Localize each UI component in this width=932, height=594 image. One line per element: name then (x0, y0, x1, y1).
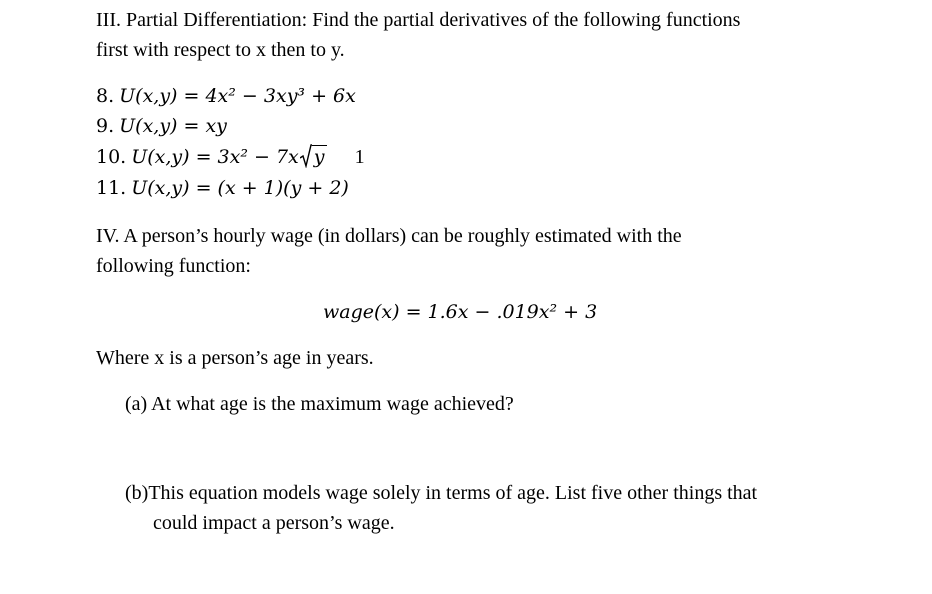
square-root (300, 145, 327, 169)
problem-10-number: 10. (96, 146, 127, 168)
problem-11-number: 11. (96, 177, 127, 199)
problem-9-lhs: U(x,y) = (119, 115, 206, 137)
problem-10-lhs: U(x,y) = (131, 146, 218, 168)
problem-9-number: 9. (96, 115, 115, 137)
part-a-label: (a) (125, 393, 148, 415)
problem-11 (96, 176, 349, 200)
problem-9-rhs: xy (205, 115, 227, 137)
square-root-content: y (313, 146, 325, 168)
radical-sign-icon (300, 144, 312, 168)
where-statement: Where x is a person’s age in years. (96, 347, 374, 369)
problem-11-rhs: (x + 1)(y + 2) (217, 177, 349, 199)
part-b-question-line-1: This equation models wage solely in terms of age. List five other things that (148, 482, 758, 504)
problem-8 (96, 84, 356, 108)
part-a-question: At what age is the maximum wage achieved? (151, 393, 514, 415)
problem-8-equation (119, 85, 356, 107)
problem-10 (96, 145, 365, 169)
problem-10-equation (131, 146, 332, 168)
part-b-question-line-2: could impact a person’s wage. (153, 512, 395, 534)
wage-equation-text: wage(x) = 1.6x − .019x² + 3 (323, 301, 598, 323)
problem-9 (96, 114, 227, 138)
problem-11-equation (131, 177, 349, 199)
section-4-intro-line-1: IV. A person’s hourly wage (in dollars) can be roughly estimated with the (96, 225, 682, 247)
problem-8-number: 8. (96, 85, 115, 107)
section-4-intro-line-2: following function: (96, 255, 251, 277)
wage-equation (323, 300, 597, 324)
problem-8-rhs: 4x² − 3xy³ + 6x (205, 85, 356, 107)
part-b (125, 481, 757, 505)
problem-9-equation (119, 115, 227, 137)
part-b-label: (b) (125, 482, 149, 504)
problem-10-trailing-mark: 1 (354, 146, 365, 168)
problem-8-lhs: U(x,y) = (119, 85, 206, 107)
section-3-heading-line-1: III. Partial Differentiation: Find the partial derivatives of the following functions (96, 9, 741, 31)
problem-11-lhs: U(x,y) = (131, 177, 218, 199)
section-3-heading-line-2: first with respect to x then to y. (96, 39, 345, 61)
part-a (125, 392, 514, 416)
problem-10-rhs-before-root: 3x² − 7x (217, 146, 299, 168)
